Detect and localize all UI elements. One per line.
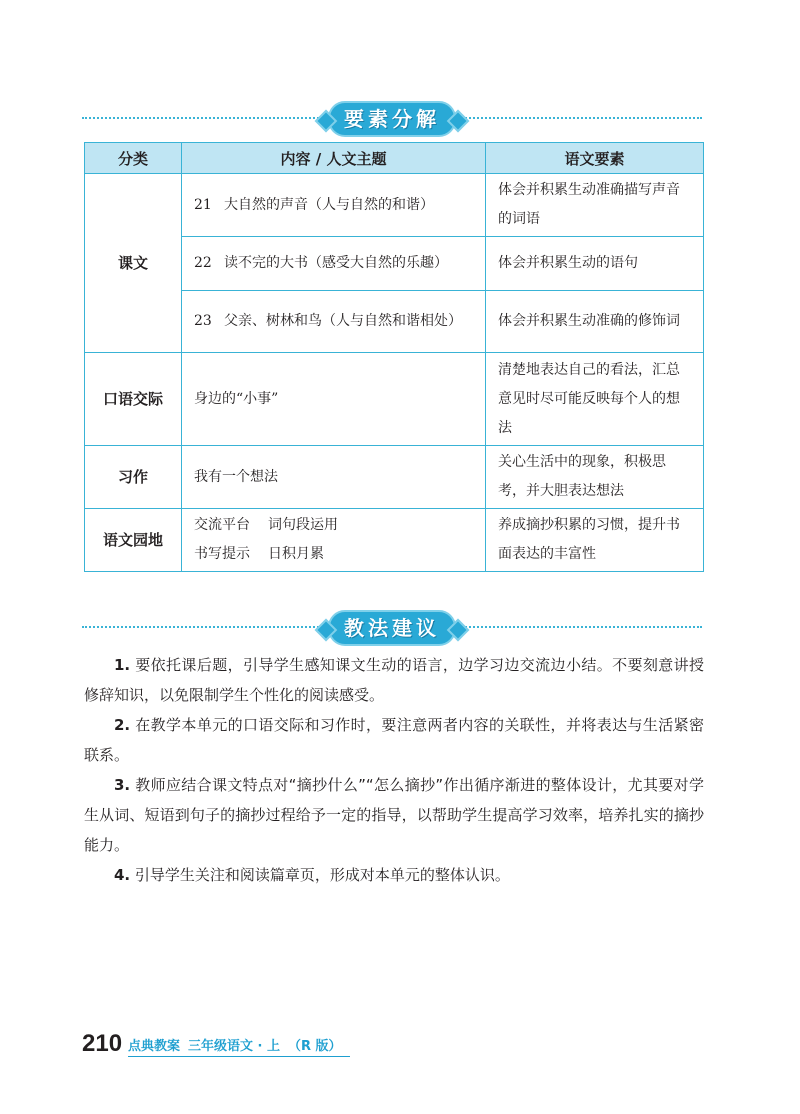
elements-table — [84, 142, 704, 572]
table-row — [85, 353, 704, 446]
advice-text: 在教学本单元的口语交际和习作时，要注意两者内容的关联性，并将表达与生活紧密联系。 — [84, 716, 704, 764]
edition-label: （R 版） — [288, 1039, 342, 1054]
category-cell: 习作 — [85, 446, 182, 509]
advice-number: 4. — [114, 866, 131, 884]
table-row — [85, 174, 704, 237]
teaching-advice — [84, 650, 704, 890]
table-header-row — [85, 143, 704, 174]
elements-cell: 清楚地表达自己的看法，汇总意见时尽可能反映每个人的想法 — [486, 353, 704, 446]
subject-name: 三年级语文 · 上 — [188, 1039, 281, 1054]
garden-line — [194, 511, 473, 540]
advice-paragraph — [84, 770, 704, 860]
book-title — [128, 1035, 350, 1057]
advice-paragraph — [84, 710, 704, 770]
lesson-number: 23 — [194, 313, 212, 329]
section-header-advice — [82, 610, 702, 644]
column-header: 分类 — [85, 143, 182, 174]
column-header: 内容 / 人文主题 — [182, 143, 486, 174]
series-name: 点典教案 — [128, 1039, 181, 1054]
advice-number: 3. — [114, 776, 131, 794]
advice-paragraph — [84, 860, 704, 890]
elements-cell: 体会并积累生动准确的修饰词 — [486, 291, 704, 353]
advice-text: 引导学生关注和阅读篇章页，形成对本单元的整体认识。 — [134, 866, 510, 884]
lesson-title: 读不完的大书（感受大自然的乐趣） — [224, 255, 448, 271]
elements-cell: 体会并积累生动的语句 — [486, 237, 704, 291]
advice-paragraph — [84, 650, 704, 710]
content-cell — [182, 237, 486, 291]
column-header: 语文要素 — [486, 143, 704, 174]
table-row — [85, 446, 704, 509]
content-cell — [182, 174, 486, 237]
advice-text: 教师应结合课文特点对“摘抄什么”“怎么摘抄”作出循序渐进的整体设计，尤其要对学生从词、短语到句子的摘抄过程给予一定的指导，以帮助学生提高学习效率，培养扎实的摘抄能力。 — [84, 776, 704, 854]
lesson-title: 大自然的声音（人与自然的和谐） — [224, 196, 434, 213]
lesson-number: 21 — [194, 196, 212, 213]
content-cell — [182, 509, 486, 572]
garden-item: 交流平台 — [194, 517, 250, 533]
lesson-number: 22 — [194, 255, 212, 271]
elements-cell: 关心生活中的现象，积极思考，并大胆表达想法 — [486, 446, 704, 509]
garden-item: 词句段运用 — [268, 517, 338, 533]
category-cell: 语文园地 — [85, 509, 182, 572]
advice-text: 要依托课后题，引导学生感知课文生动的语言，边学习边交流边小结。不要刻意讲授修辞知识，以免限制学生个性化的阅读感受。 — [84, 656, 704, 704]
content-cell — [182, 291, 486, 353]
content-cell: 我有一个想法 — [182, 446, 486, 509]
section-header-elements — [82, 101, 702, 135]
page-number: 210 — [82, 1030, 123, 1057]
content-cell: 身边的“小事” — [182, 353, 486, 446]
garden-line — [194, 540, 473, 569]
elements-cell: 体会并积累生动准确描写声音的词语 — [486, 174, 704, 237]
table-row — [85, 509, 704, 572]
elements-cell: 养成摘抄积累的习惯，提升书面表达的丰富性 — [486, 509, 704, 572]
garden-item: 书写提示 — [194, 546, 250, 562]
category-cell: 口语交际 — [85, 353, 182, 446]
garden-item: 日积月累 — [268, 546, 324, 562]
category-cell: 课文 — [85, 174, 182, 353]
advice-number: 1. — [114, 656, 131, 674]
section-title: 教法建议 — [328, 610, 456, 646]
section-title: 要素分解 — [328, 101, 456, 137]
advice-number: 2. — [114, 716, 131, 734]
lesson-title: 父亲、树林和鸟（人与自然和谐相处） — [224, 313, 462, 329]
